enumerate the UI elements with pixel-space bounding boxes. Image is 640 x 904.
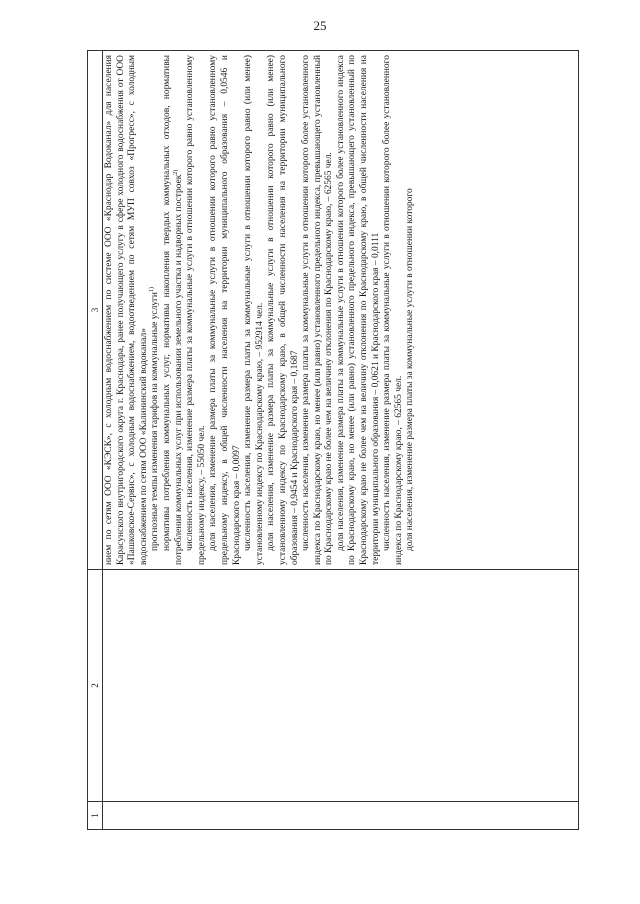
indicators-table (87, 50, 579, 830)
paragraph-share-equal-limit: доля населения, изменение размера платы за коммунальные услуги в отношении которого равно установленному предельному индексу, в общей численности населения на территории муниципального образования – 0,0546 и Краснодарского края – 0,0097 (208, 55, 242, 565)
paragraph-pop-above-index: численность населения, изменение размера платы за коммунальные услуги в отношении которого более установленного индекса по Краснодарскому краю, – 62565 чел. (382, 55, 404, 565)
paragraph-pop-equal-limit: численность населения, изменение размера платы за коммунальные услуги в отношении которого равно установленному предельному индексу, – 55050 чел. (185, 55, 207, 565)
table-rotation-frame (87, 50, 579, 830)
paragraph-share-below-index: доля населения, изменение размера платы за коммунальные услуги в отношении которого равно (или менее) установленному индексу по Краснодарскому краю, в общей численности населения на территории муниципального образования – 0,9454 и Краснодарского края – 0,1687 (266, 55, 300, 565)
cell-col-2 (103, 569, 578, 801)
header-col-1: 1 (88, 801, 102, 829)
paragraph-share-between: доля населения, изменение размера платы за коммунальные услуги в отношении которого более установленного индекса по Краснодарскому краю, но менее (или равно) установленного предельного индекса, превышающего установленный по Краснодарскому краю не более чем на величину отклонения по Краснодарскому краю, в общей численности населения на территории муниципального образования – 0,0621 и Краснодарского края – 0,0111 (335, 55, 381, 565)
table-header-row (88, 51, 103, 829)
table-row (103, 51, 578, 829)
header-col-3: 3 (90, 307, 100, 313)
paragraph-services: нием по сетям ООО «КЭСК», с холодным водоснабжением по системе ООО «Краснодар Водоканал» для населения Карасунского внутригородского округа г. Краснодара, ранее получающего услугу в сфере холодного водоснабжения от ООО «Пашковское-Сервис», с холодным водоснабжением, водоотведением по сетям МУП совхоз «Прогресс», с холодным водоснабжением по сетям ООО «Калининский водоканал» (104, 55, 149, 565)
paragraph-share-above-index: доля населения, изменение размера платы за коммунальные услуги в отношении которого (405, 188, 416, 551)
paragraph-pop-below-index: численность населения, изменение размера платы за коммунальные услуги в отношении которого равно (или менее) установленному индексу по Краснодарскому краю, – 952914 чел. (243, 55, 265, 565)
cell-col-1 (103, 801, 578, 829)
footnote-mark: 1) (149, 287, 156, 293)
paragraph-pop-between: численность населения, изменение размера платы за коммунальные услуги в отношении которого более установленного индекса по Краснодарскому краю, но менее (или равно) установленного предельного индекса, превышающего установленный по Краснодарскому краю не более чем на величину отклонения по Краснодарскому краю, – 62565 чел. (301, 55, 335, 565)
header-col-2: 2 (88, 569, 102, 801)
paragraph-rates: прогнозные темпы изменения тарифов на коммунальные услуги$^{1)}$ (149, 287, 161, 551)
footnote-mark: 2) (172, 169, 179, 175)
paragraph-norms: нормативы потребления коммунальных услуг, нормативы накопления твердых коммунальных отходов, нормативы потребления коммунальных услуг при использовании земельного участка и надворных построек$^{2)}$ (161, 55, 184, 565)
cell-col-3-content (103, 51, 578, 569)
page-number: 25 (313, 18, 327, 33)
